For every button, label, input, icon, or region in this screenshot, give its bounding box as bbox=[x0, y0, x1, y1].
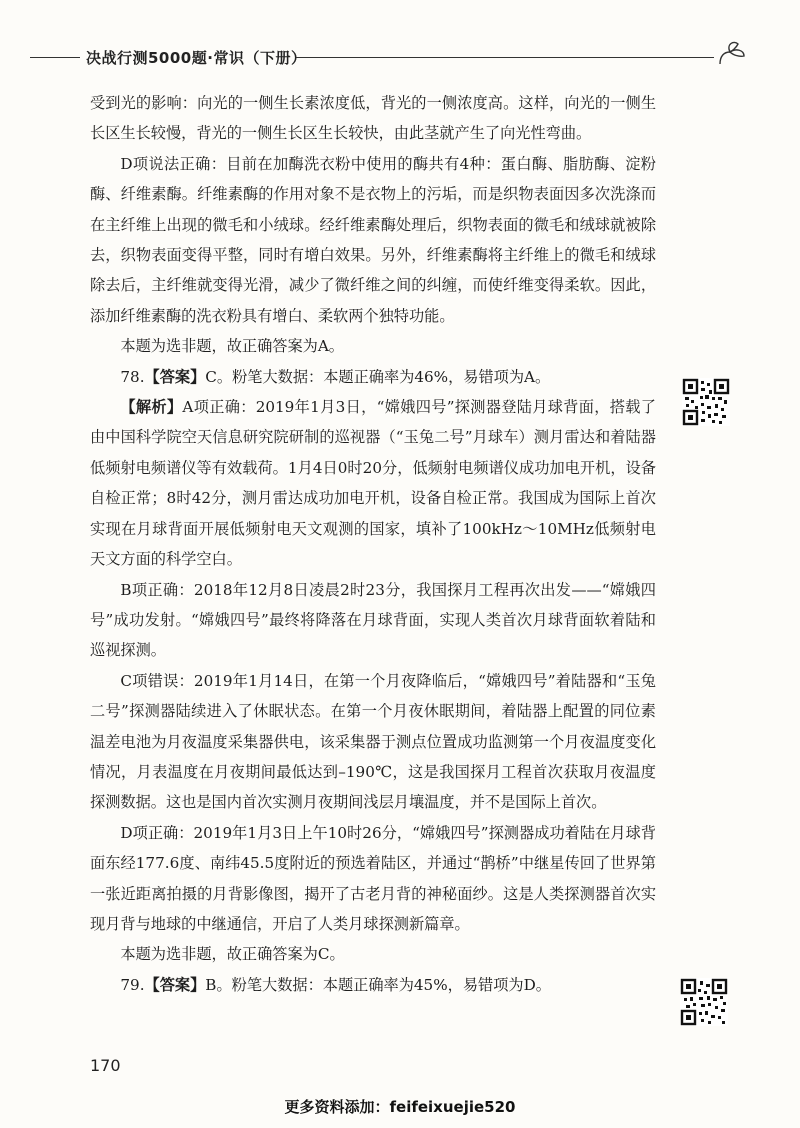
header-rule-right bbox=[296, 57, 714, 58]
paragraph-option-d: D项说法正确：目前在加酶洗衣粉中使用的酶共有4种：蛋白酶、脂肪酶、淀粉酶、纤维素酶。纤维素酶的作用对象不是衣物上的污垢，而是织物表面因多次洗涤而在主纤维上出现的微毛和小绒球。经纤维素酶处理后，织物表面的微毛和绒球就被除去，织物表面变得平整，同时有增白效果。另外，纤维素酶将主纤维上的微毛和绒球除去后，主纤维就变得光滑，减少了微纤维之间的纠缠，而使纤维变得柔软。因此，添加纤维素酶的洗衣粉具有增白、柔软两个独特功能。 bbox=[90, 154, 656, 325]
paragraph-option-b: B项正确：2018年12月8日凌晨2时23分，我国探月工程再次出发——“嫦娥四号”成功发射。“嫦娥四号”最终将降落在月球背面，实现人类首次月球背面软着陆和巡视探测。 bbox=[90, 580, 656, 660]
answer-label: 【答案】 bbox=[144, 975, 206, 994]
paragraph: 受到光的影响：向光的一侧生长素浓度低，背光的一侧浓度高。这样，向光的一侧生长区生长较慢，背光的一侧生长区生长较快，由此茎就产生了向光性弯曲。 bbox=[90, 94, 656, 143]
page-number: 170 bbox=[90, 1056, 121, 1075]
sprout-icon bbox=[714, 38, 748, 68]
running-header bbox=[30, 44, 730, 70]
question-number: 78. bbox=[120, 367, 145, 386]
answer-text: C。粉笔大数据：本题正确率为46%，易错项为A。 bbox=[205, 367, 551, 386]
paragraph-option-d: D项正确：2019年1月3日上午10时26分，“嫦娥四号”探测器成功着陆在月球背面东经177.6度、南纬45.5度附近的预选着陆区，并通过“鹊桥”中继星传回了世界第一张近距离拍摄的月背影像图，揭开了古老月背的神秘面纱。这是人类探测器首次实现月背与地球的中继通信，开启了人类月球探测新篇章。 bbox=[90, 823, 656, 933]
question-79-answer bbox=[90, 970, 656, 1000]
question-78-answer bbox=[90, 362, 656, 392]
book-title: 决战行测5000题·常识（下册） bbox=[86, 49, 307, 67]
qr-code-icon[interactable] bbox=[680, 978, 728, 1026]
answer-text: B。粉笔大数据：本题正确率为45%，易错项为D。 bbox=[205, 975, 551, 994]
answer-label: 【答案】 bbox=[144, 367, 206, 386]
footer-note: 更多资料添加：feifeixuejie520 bbox=[284, 1098, 516, 1116]
question-number: 79. bbox=[120, 975, 145, 994]
explanation-text: A项正确：2019年1月3日，“嫦娥四号”探测器登陆月球背面，搭载了由中国科学院空天信息研究院研制的巡视器（“玉兔二号”月球车）测月雷达和着陆器低频射电频谱仪等有效载荷。1月4日0时20分，低频射电频谱仪成功加电开机，设备自检正常；8时42分，测月雷达成功加电开机，设备自检正常。我国成为国际上首次实现在月球背面开展低频射电天文观测的国家，填补了100kHz～10MHz低频射电天文方面的科学空白。 bbox=[90, 398, 656, 569]
page-content bbox=[90, 88, 656, 1000]
answer-statement: 本题为选非题，故正确答案为A。 bbox=[120, 337, 344, 356]
explanation-label: 【解析】 bbox=[120, 398, 183, 417]
header-rule-left bbox=[30, 57, 80, 58]
question-78-explanation bbox=[90, 392, 656, 574]
paragraph-option-c: C项错误：2019年1月14日，在第一个月夜降临后，“嫦娥四号”着陆器和“玉兔二号”探测器陆续进入了休眠状态。在第一个月夜休眠期间，着陆器上配置的同位素温差电池为月夜温度采集器供电，该采集器于测点位置成功监测第一个月夜温度变化情况，月表温度在月夜期间最低达到–190℃，这是我国探月工程首次获取月夜温度探测数据。这也是国内首次实测月夜期间浅层月壤温度，并不是国际上首次。 bbox=[90, 671, 656, 812]
qr-code-icon[interactable] bbox=[682, 378, 730, 426]
answer-statement: 本题为选非题，故正确答案为C。 bbox=[120, 945, 345, 964]
